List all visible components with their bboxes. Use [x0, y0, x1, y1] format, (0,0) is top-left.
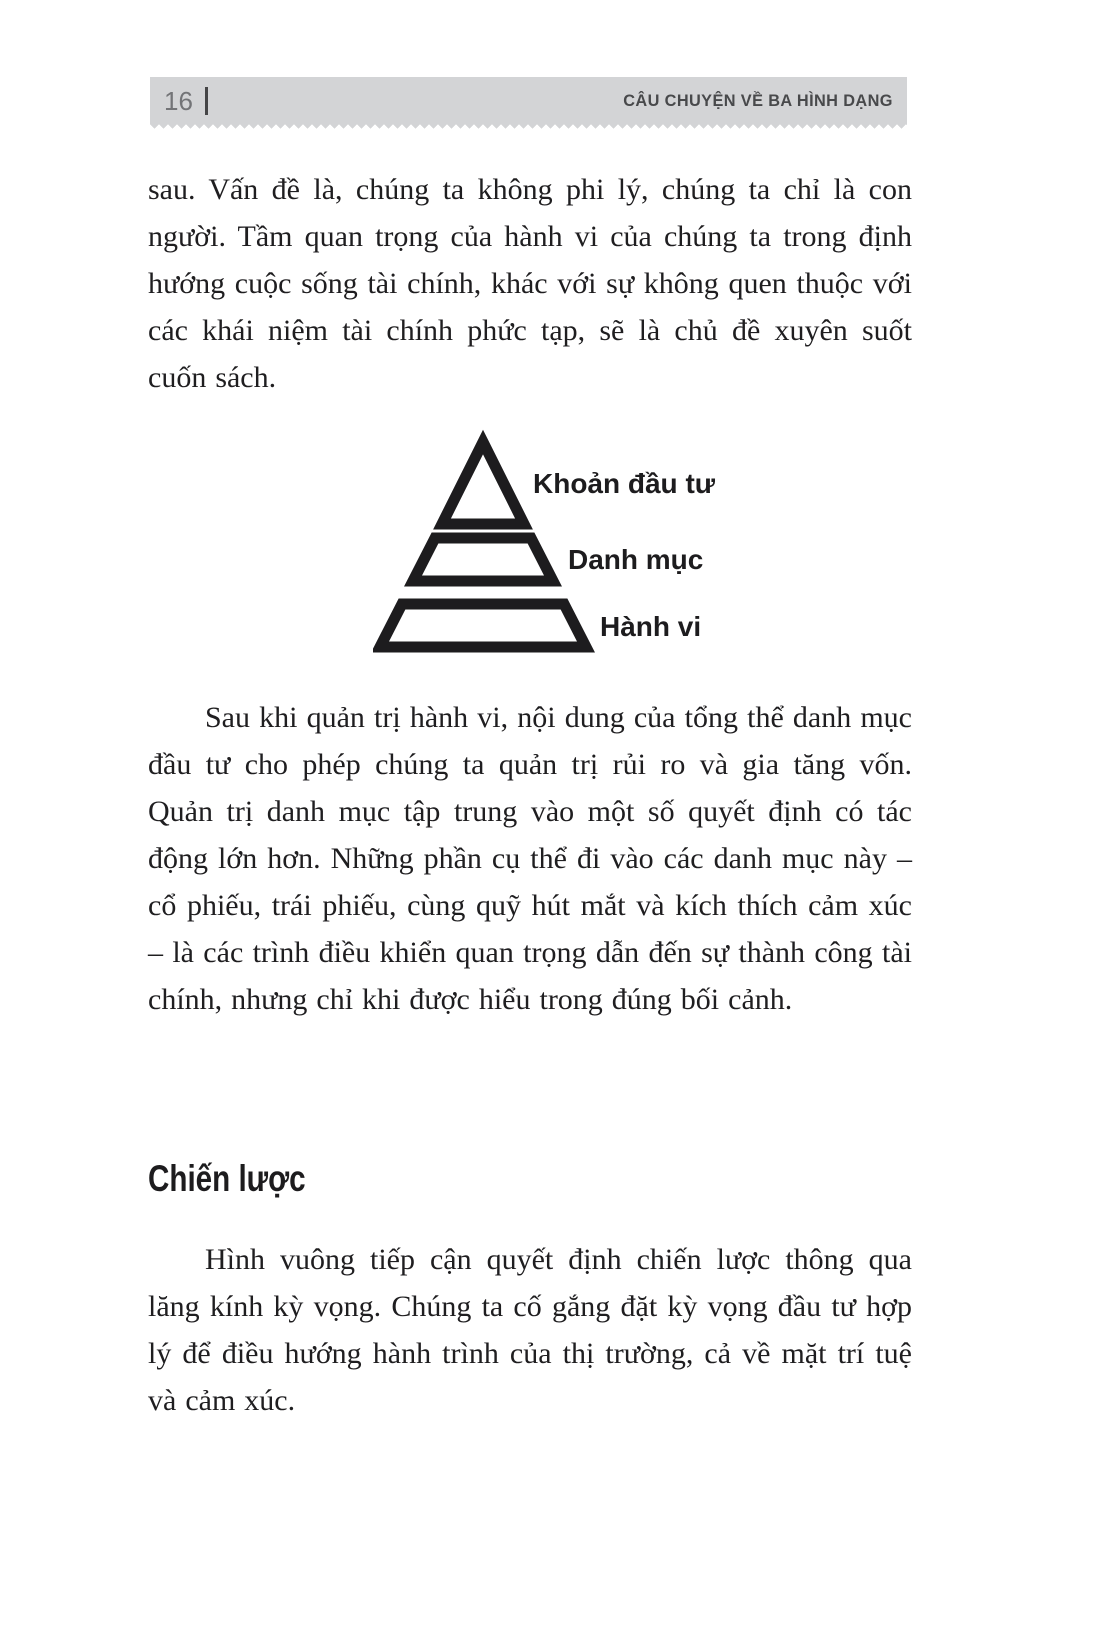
running-title: CÂU CHUYỆN VỀ BA HÌNH DẠNG [623, 90, 893, 110]
header-torn-edge [150, 124, 907, 129]
paragraph: Sau khi quản trị hành vi, nội dung của tổng thể danh mục đầu tư cho phép chúng ta quản trị rủi ro và gia tăng vốn. Quản trị danh mục tập trung vào một số quyết định có tác động lớn hơn. Những phần cụ thể đi vào các danh mục này – cổ phiếu, trái phiếu, cùng quỹ hút mắt và kích thích cảm xúc – là các trình điều khiển quan trọng dẫn đến sự thành công tài chính, nhưng chỉ khi được hiểu trong đúng bối cảnh. [148, 701, 912, 1016]
pyramid-figure [373, 428, 773, 658]
page-number-divider [205, 87, 208, 115]
page-number: 16 [164, 85, 193, 116]
page-number-group [164, 87, 208, 115]
pyramid-label-portfolio: Danh mục [568, 544, 704, 575]
page-header [150, 77, 907, 124]
pyramid-level-bottom [380, 604, 586, 647]
paragraph: Hình vuông tiếp cận quyết định chiến lược thông qua lăng kính kỳ vọng. Chúng ta cố gắng đặt kỳ vọng đầu tư hợp lý để điều hướng hành trình của thị trường, cả về mặt trí tuệ và cảm xúc. [148, 1243, 912, 1417]
pyramid-label-behavior: Hành vi [600, 611, 702, 642]
pyramid-level-top [442, 442, 524, 524]
paragraph-continuation: sau. Vấn đề là, chúng ta không phi lý, chúng ta chỉ là con người. Tầm quan trọng của hành vi của chúng ta trong định hướng cuộc sống tài chính, khác với sự không quen thuộc với các khái niệm tài chính phức tạp, sẽ là chủ đề xuyên suốt cuốn sách. [148, 173, 912, 394]
pyramid-level-middle [413, 538, 553, 581]
pyramid-diagram [373, 428, 773, 658]
section-heading: Chiến lược [148, 1158, 306, 1199]
pyramid-label-investments: Khoản đầu tư [533, 468, 716, 499]
